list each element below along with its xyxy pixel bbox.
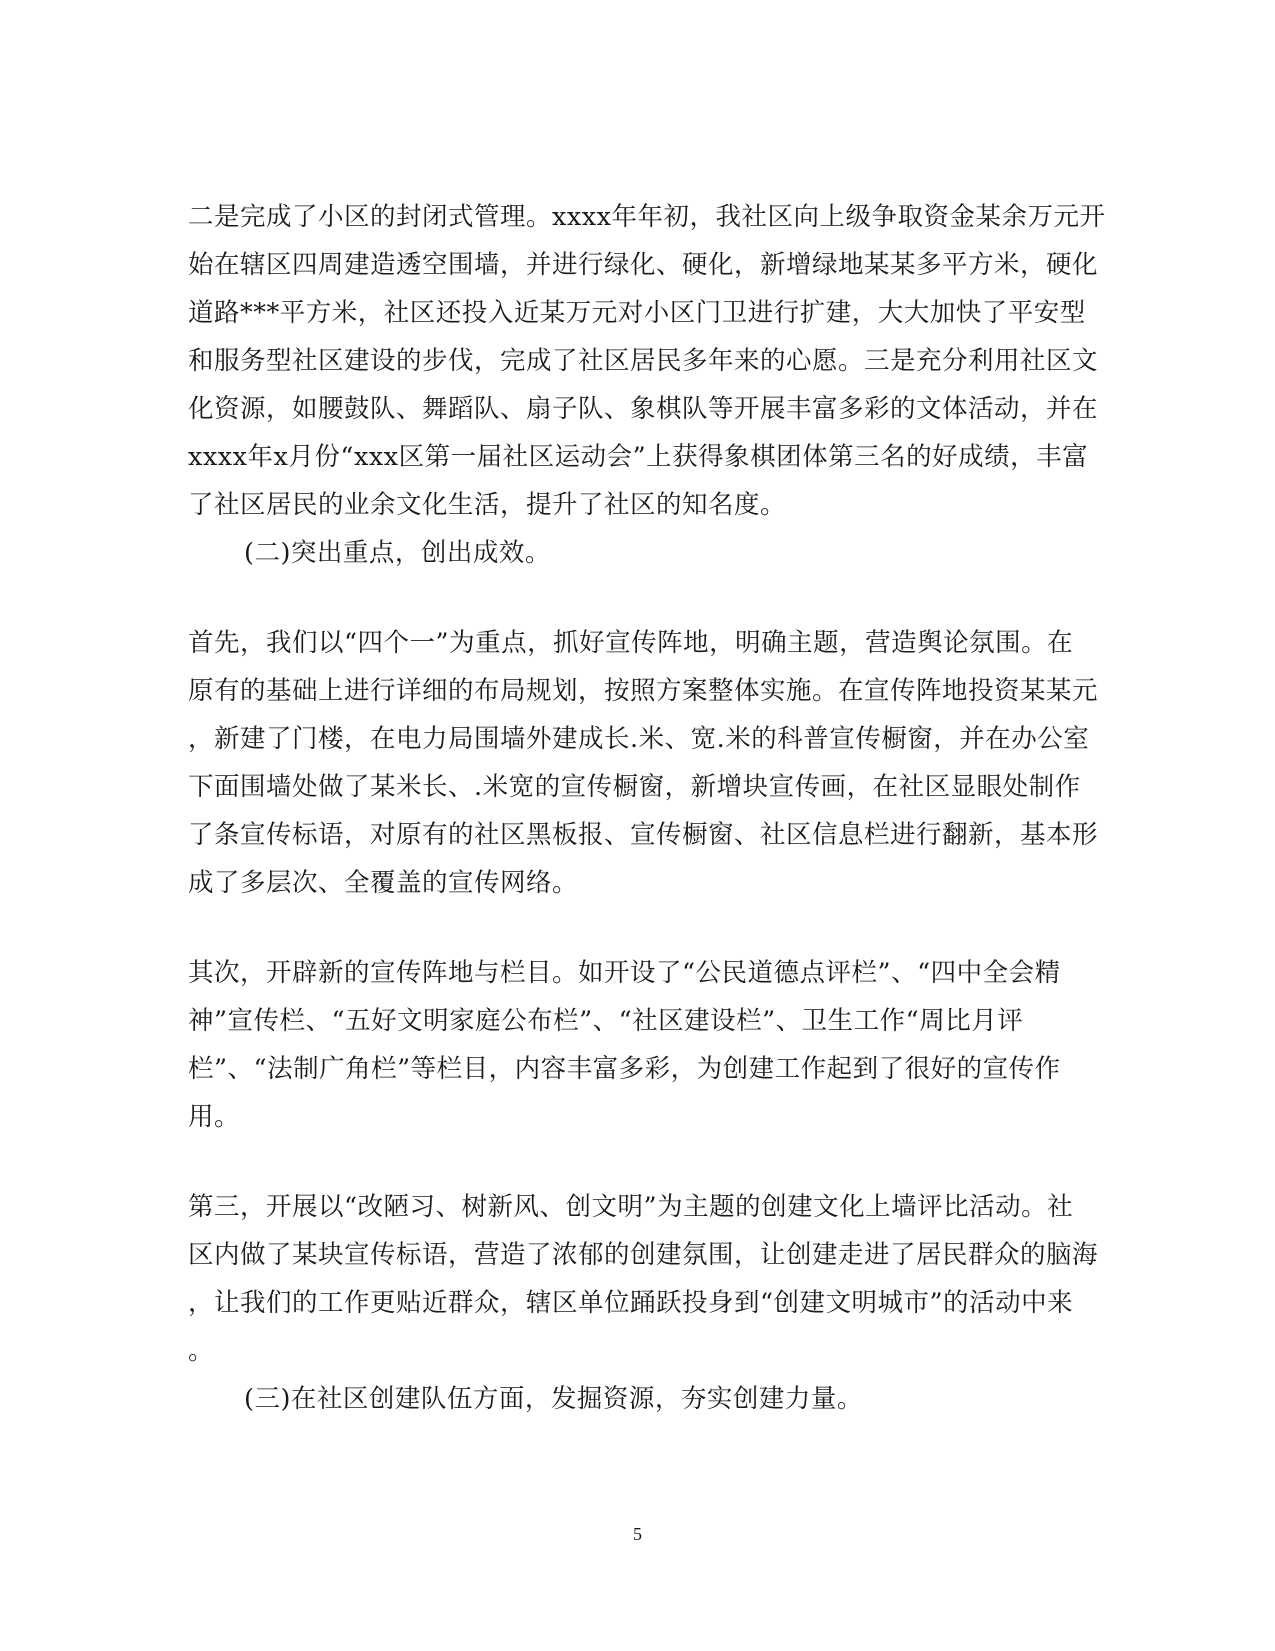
body-text-line: 原有的基础上进行详细的布局规划，按照方案整体实施。在宣传阵地投资某某元 <box>188 676 1099 706</box>
body-text-line: 首先，我们以“四个一”为重点，抓好宣传阵地，明确主题，营造舆论氛围。在 <box>188 628 1074 658</box>
section-heading: (二)突出重点，创出成效。 <box>244 538 551 568</box>
body-text-line: 栏”、“法制广角栏”等栏目，内容丰富多彩，为创建工作起到了很好的宣传作 <box>188 1054 1061 1084</box>
body-text-line: 道路***平方米，社区还投入近某万元对小区门卫进行扩建，大大加快了平安型 <box>188 298 1086 328</box>
body-text-line: 和服务型社区建设的步伐，完成了社区居民多年来的心愿。三是充分利用社区文 <box>188 346 1099 376</box>
body-text-line: ，让我们的工作更贴近群众，辖区单位踊跃投身到“创建文明城市”的活动中来 <box>188 1288 1074 1318</box>
body-text-line: 了条宣传标语，对原有的社区黑板报、宣传橱窗、社区信息栏进行翻新，基本形 <box>188 820 1099 850</box>
body-text-line: 第三，开展以“改陋习、树新风、创文明”为主题的创建文化上墙评比活动。社 <box>188 1192 1074 1222</box>
body-text-line: 二是完成了小区的封闭式管理。xxxx年年初，我社区向上级争取资金某余万元开 <box>188 202 1106 232</box>
body-text-line: 用。 <box>188 1102 241 1132</box>
body-text-line: xxxx年x月份“xxx区第一届社区运动会”上获得象棋团体第三名的好成绩，丰富 <box>188 442 1089 472</box>
body-text-line: 区内做了某块宣传标语，营造了浓郁的创建氛围，让创建走进了居民群众的脑海 <box>188 1240 1099 1270</box>
section-heading: (三)在社区创建队伍方面，发掘资源，夯实创建力量。 <box>244 1384 863 1414</box>
body-text-line: ，新建了门楼，在电力局围墙外建成长.米、宽.米的科普宣传橱窗，并在办公室 <box>188 724 1090 754</box>
page-number: 5 <box>633 1524 642 1544</box>
body-text-line: 始在辖区四周建造透空围墙，并进行绿化、硬化，新增绿地某某多平方米，硬化 <box>188 250 1099 280</box>
body-text-line: 神”宣传栏、“五好文明家庭公布栏”、“社区建设栏”、卫生工作“周比月评 <box>188 1006 1024 1036</box>
body-text-line: 成了多层次、全覆盖的宣传网络。 <box>188 868 579 898</box>
body-text-line: 下面围墙处做了某米长、.米宽的宣传橱窗，新增块宣传画，在社区显眼处制作 <box>188 772 1081 802</box>
body-text-line: 其次，开辟新的宣传阵地与栏目。如开设了“公民道德点评栏”、“四中全会精 <box>188 958 1061 988</box>
body-text-line: 化资源，如腰鼓队、舞蹈队、扇子队、象棋队等开展丰富多彩的文体活动，并在 <box>188 394 1099 424</box>
body-text-line: 。 <box>188 1336 215 1366</box>
body-text-line: 了社区居民的业余文化生活，提升了社区的知名度。 <box>188 490 787 520</box>
